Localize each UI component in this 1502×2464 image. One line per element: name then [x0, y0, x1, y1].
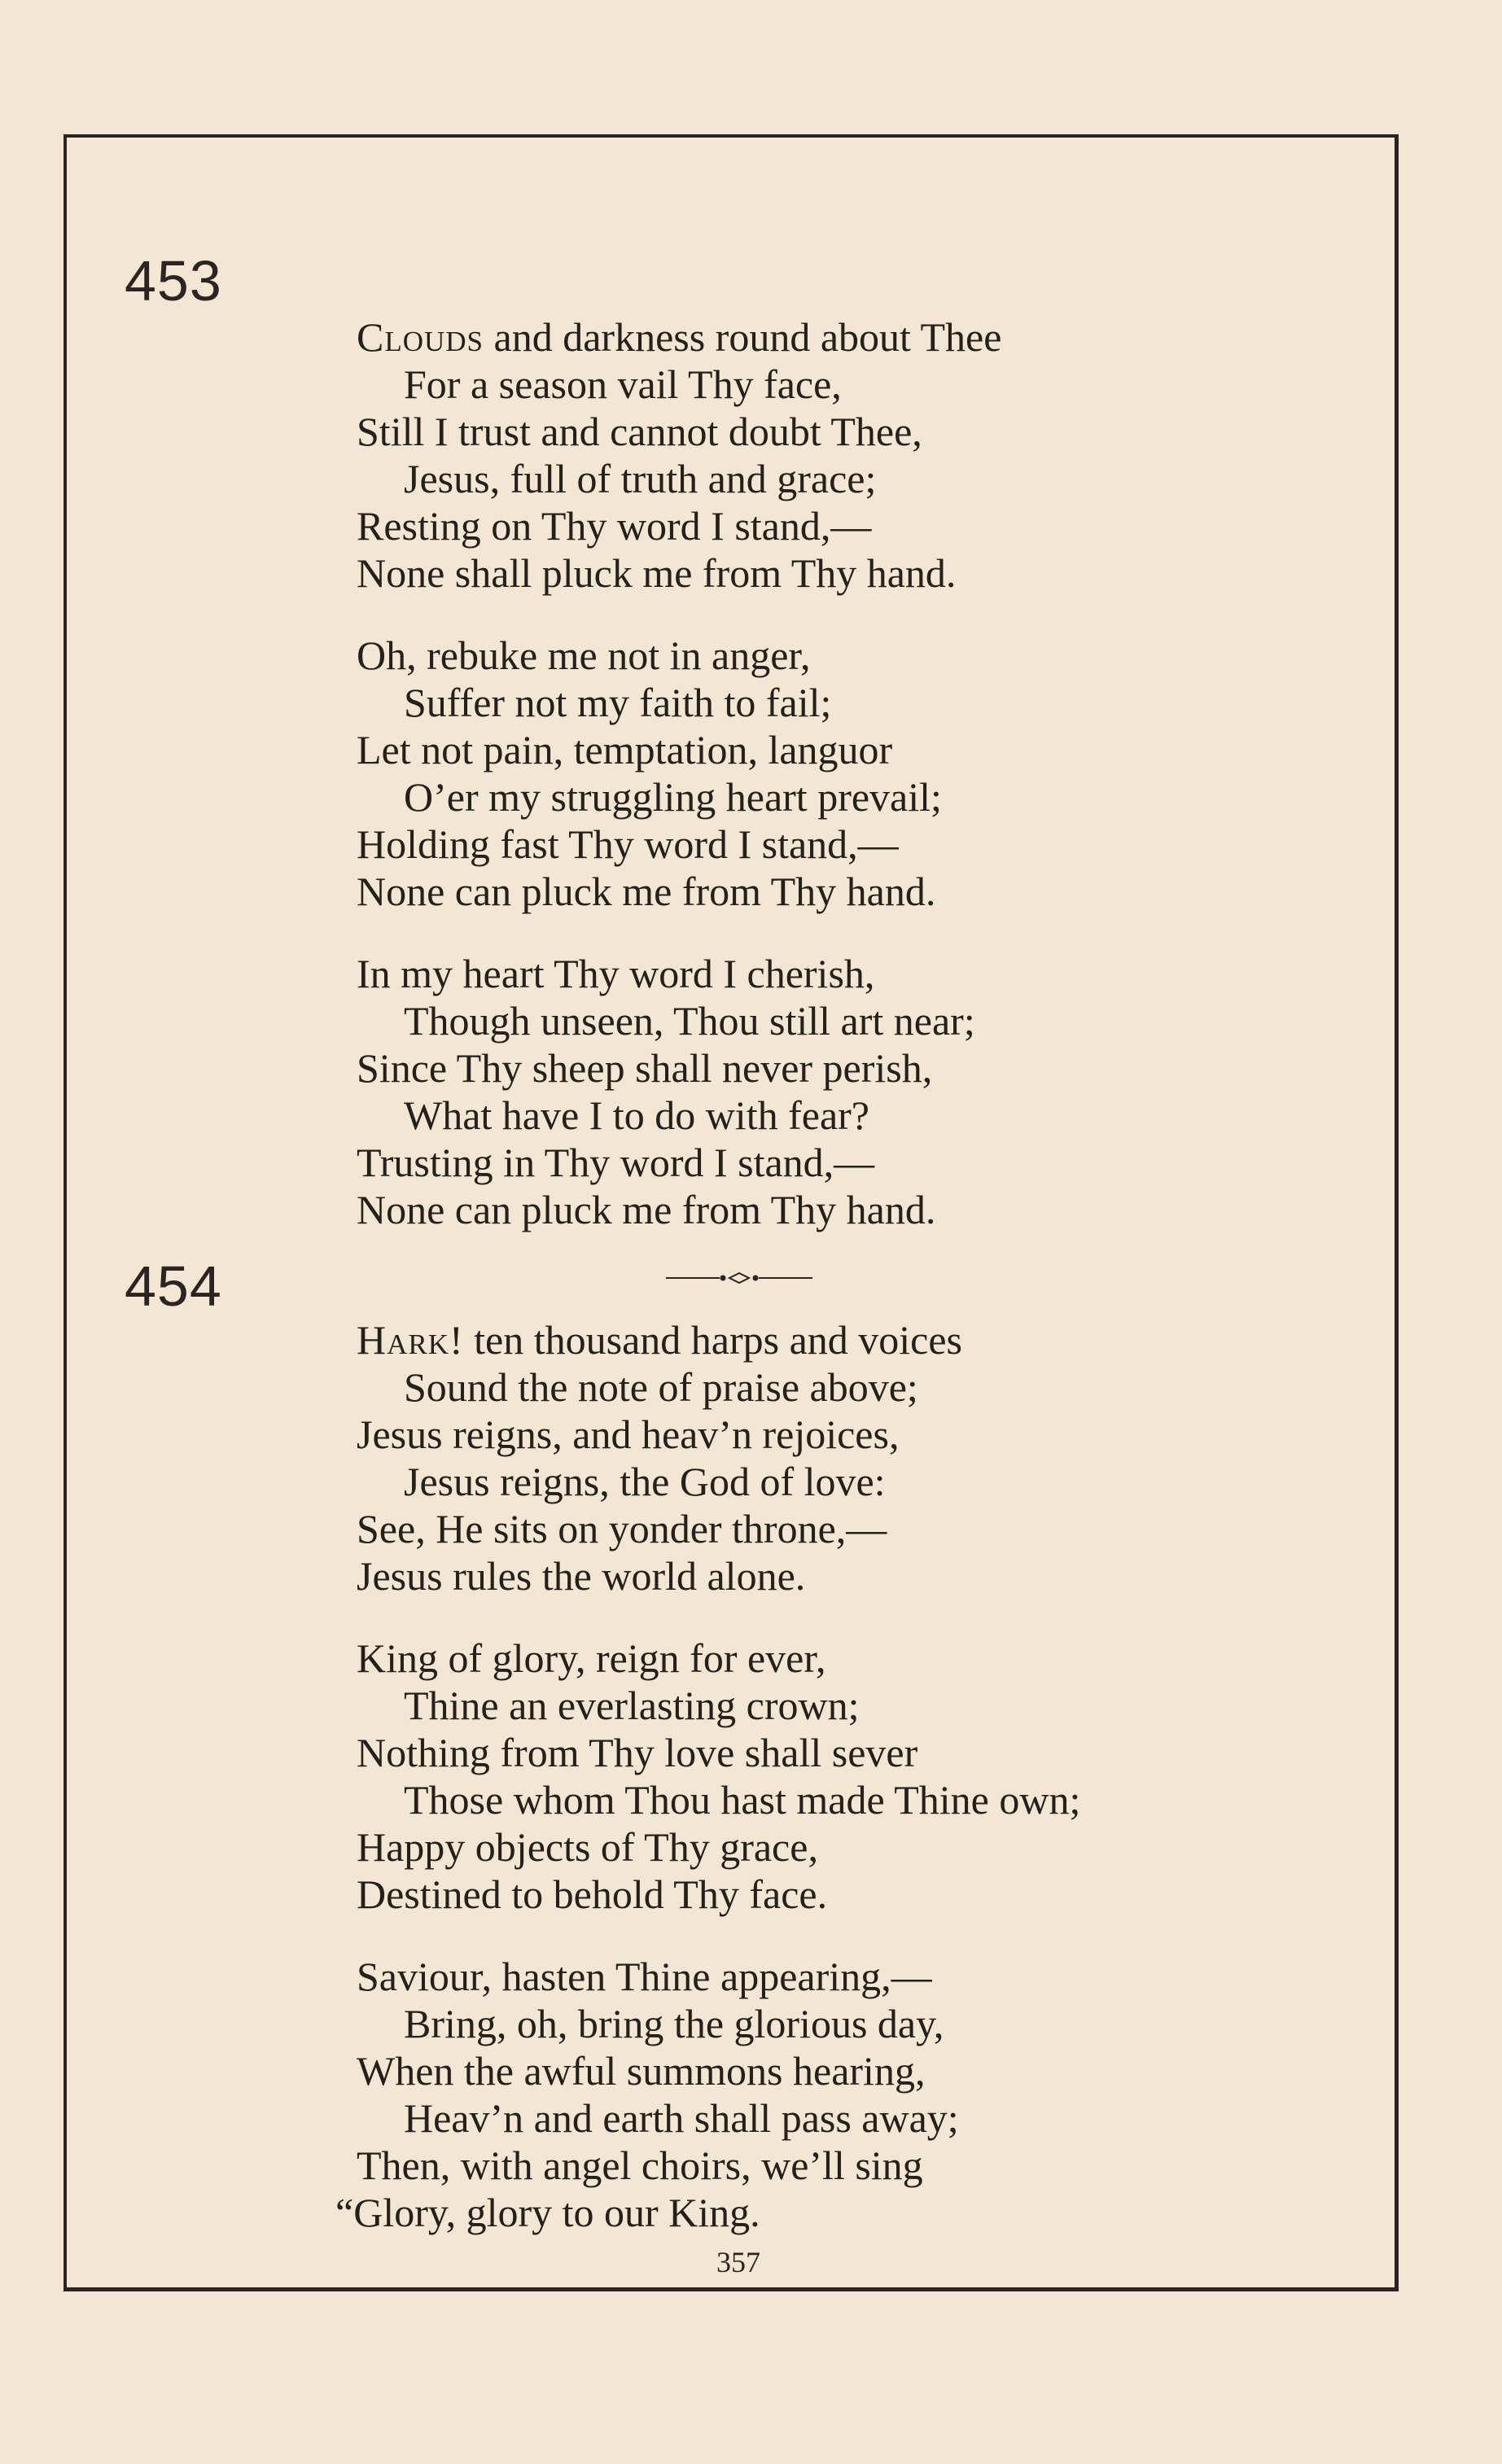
stanza — [357, 950, 1001, 1233]
verse-line: What have I to do with fear? — [404, 1092, 869, 1138]
verse-line: When the awful summons hearing, — [357, 2048, 926, 2094]
verse-line: Let not pain, temptation, languor — [357, 727, 893, 772]
stanza — [357, 1316, 1080, 1600]
verse-line: Sound the note of praise above; — [404, 1364, 918, 1410]
verse-line: In my heart Thy word I cherish, — [357, 951, 875, 996]
stanza — [357, 313, 1001, 597]
verse-line: Since Thy sheep shall never perish, — [357, 1045, 933, 1091]
first-word: Clouds — [357, 314, 484, 360]
stanza — [357, 1635, 1080, 1918]
hymn-453 — [357, 313, 1001, 1233]
verse-line: Then, with angel choirs, we’ll sing — [357, 2142, 923, 2188]
ornamental-divider — [666, 1270, 812, 1286]
verse-line: None can pluck me from Thy hand. — [357, 1187, 936, 1232]
verse-line: Jesus, full of truth and grace; — [404, 456, 877, 501]
hymn-454 — [335, 1316, 1081, 2236]
verse-line: Saviour, hasten Thine appearing,— — [357, 1954, 932, 1999]
verse-line: None can pluck me from Thy hand. — [357, 869, 936, 914]
verse-line: Thine an everlasting crown; — [404, 1683, 860, 1728]
verse-line: Resting on Thy word I stand,— — [357, 503, 872, 549]
verse-line: Jesus reigns, the God of love: — [404, 1459, 886, 1504]
stanza — [335, 1953, 1080, 2236]
verse-line: Trusting in Thy word I stand,— — [357, 1140, 875, 1185]
verse-line: Though unseen, Thou still art near; — [404, 998, 975, 1044]
verse-line: Heav’n and earth shall pass away; — [404, 2095, 959, 2141]
verse-line: Hark! ten thousand harps and voices — [357, 1317, 963, 1363]
page-number: 357 — [716, 2246, 760, 2278]
verse-line: Oh, rebuke me not in anger, — [357, 632, 811, 678]
verse-line: Bring, oh, bring the glorious day, — [404, 2001, 944, 2046]
verse-line: Still I trust and cannot doubt Thee, — [357, 409, 922, 454]
verse-line: Those whom Thou hast made Thine own; — [404, 1777, 1081, 1823]
verse-line: Destined to behold Thy face. — [357, 1871, 828, 1917]
verse-line: “Glory, glory to our King. — [335, 2190, 760, 2235]
verse-line: Suffer not my faith to fail; — [404, 680, 832, 725]
verse-line: For a season vail Thy face, — [404, 361, 842, 407]
verse-line: See, He sits on yonder throne,— — [357, 1506, 887, 1551]
verse-line: Clouds and darkness round about Thee — [357, 314, 1002, 360]
first-word: Hark! — [357, 1317, 464, 1363]
verse-line: Jesus rules the world alone. — [357, 1553, 806, 1599]
verse-line: Happy objects of Thy grace, — [357, 1824, 818, 1870]
hymn-number-453: 453 — [125, 249, 222, 313]
verse-line: Nothing from Thy love shall sever — [357, 1730, 918, 1775]
verse-line: Jesus reigns, and heav’n rejoices, — [357, 1411, 900, 1457]
verse-line: O’er my struggling heart prevail; — [404, 774, 942, 820]
verse-line: Holding fast Thy word I stand,— — [357, 821, 899, 867]
verse-line: King of glory, reign for ever, — [357, 1635, 826, 1681]
stanza — [357, 632, 1001, 915]
hymn-number-454: 454 — [125, 1254, 222, 1318]
verse-line: None shall pluck me from Thy hand. — [357, 550, 957, 596]
